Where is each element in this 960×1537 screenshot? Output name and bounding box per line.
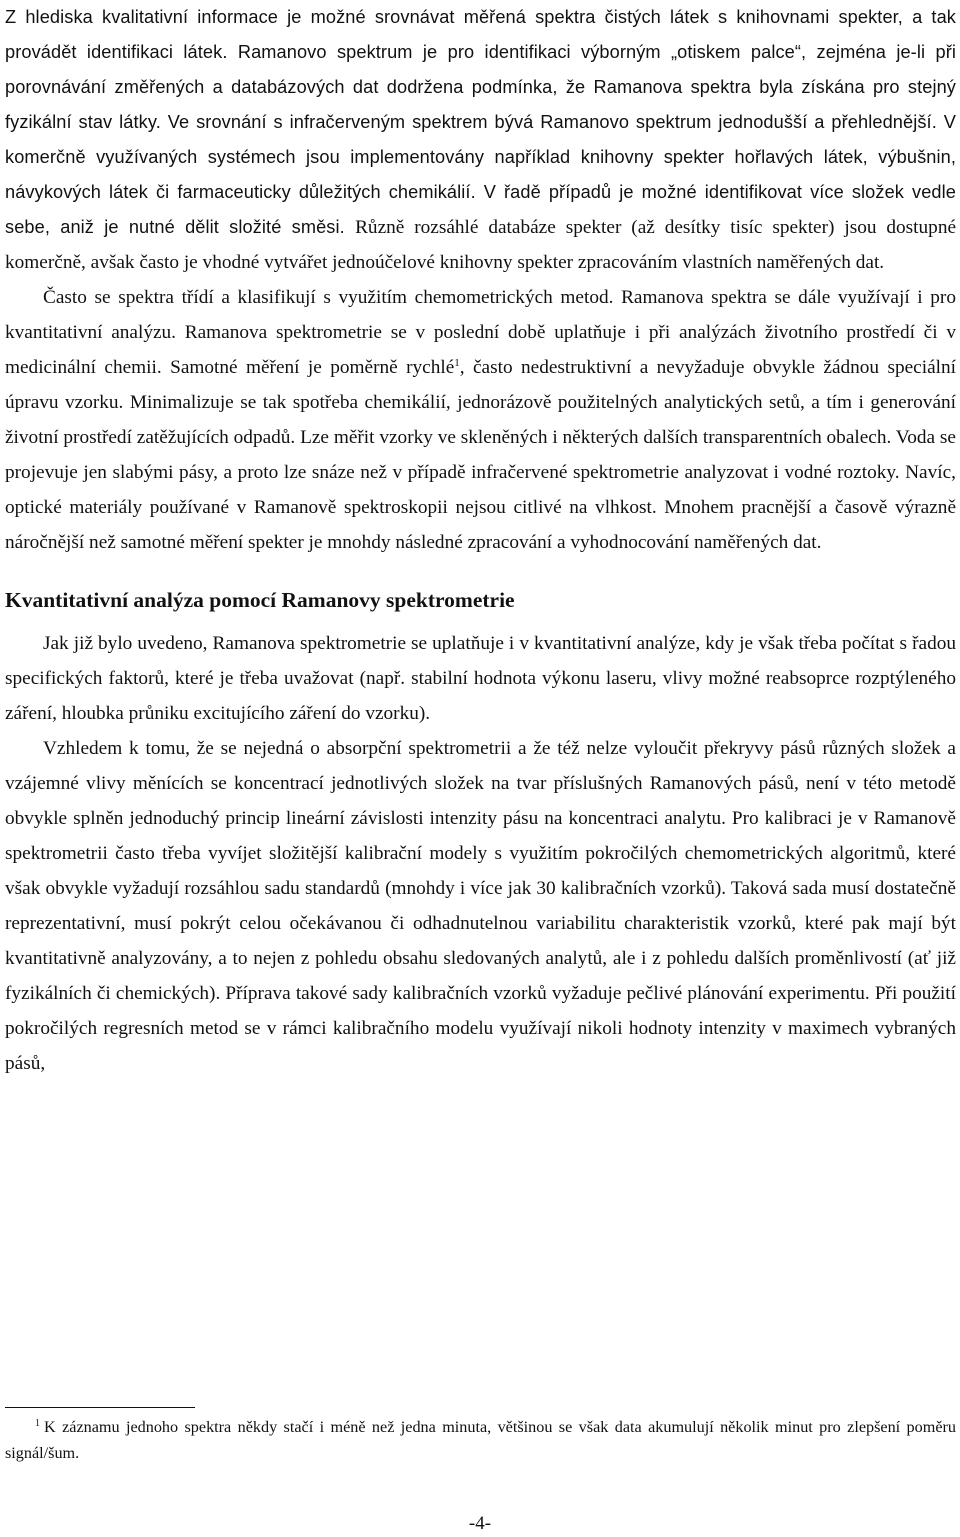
footnote-separator [5,1407,195,1408]
footnote-text: K záznamu jednoho spektra někdy stačí i méně než jedna minuta, většinou se však data akumulují několik minut pro zlepšení poměru signál/šum. [5,1418,956,1462]
paragraph-classification [5,280,956,560]
paragraph-classification-text: Často se spektra třídí a klasifikují s využitím chemometrických metod. Ramanova spektra se dále využívají i pro kvantitativní analýzu. Ramanova spektrometrie se v poslední době uplatňuje i při analýzách životního prostředí či v medicinální chemii. Samotné měření je poměrně rychlé [5,287,956,378]
paragraph-identification-text: Z hlediska kvalitativní informace je možné srovnávat měřená spektra čistých látek s knihovnami spekter, a tak provádět identifikaci látek. Ramanovo spektrum je pro identifikaci výborným „otiskem palce“, zejména je-li při porovnávání změřených a databázových dat dodržena podmínka, že Ramanova spektra byla získána pro stejný fyzikální stav látky. Ve srovnání s infračerveným spektrem bývá Ramanovo spektrum jednodušší a přehlednější. V komerčně využívaných systémech jsou implementovány například knihovny spekter hořlavých látek, výbušnin, návykových látek či farmaceuticky důležitých chemikálií. V řadě případů je možné identifikovat více složek vedle sebe, aniž je nutné dělit složité směsi. [5,7,956,237]
paragraph-calibration: Vzhledem k tomu, že se nejedná o absorpční spektrometrii a že též nelze vyloučit překryvy pásů různých složek a vzájemné vlivy měnících se koncentrací jednotlivých složek na tvar příslušných Ramanových pásů, není v této metodě obvykle splněn jednoduchý princip lineární závislosti intenzity pásu na koncentraci analytu. Pro kalibraci je v Ramanově spektrometrii často třeba vyvíjet složitější kalibrační modely s využitím pokročilých chemometrických algoritmů, které však obvykle vyžadují rozsáhlou sadu standardů (mnohdy i více jak 30 kalibračních vzorků). Taková sada musí dostatečně reprezentativní, musí pokrýt celou očekávanou či odhadnutelnou variabilitu charakteristik vzorků, které pak mají být kvantitativně analyzovány, a to nejen z pohledu obsahu sledovaných analytů, ale i z pohledu dalších proměnlivostí (ať již fyzikálních či chemických). Příprava takové sady kalibračních vzorků vyžaduje pečlivé plánování experimentu. Při použití pokročilých regresních metod se v rámci kalibračního modelu využívají nikoli hodnoty intenzity v maximech vybraných pásů, [5,738,956,1074]
footnote [5,1414,956,1466]
page-number: -4- [468,1513,492,1534]
paragraph-quantitative-intro: Jak již bylo uvedeno, Ramanova spektrometrie se uplatňuje i v kvantitativní analýze, kdy je však třeba počítat s řadou specifických faktorů, které je třeba uvažovat (např. stabilní hodnota výkonu laseru, vlivy možné reabsoprce rozptýleného záření, hloubka průniku excitujícího záření do vzorku). [5,633,956,724]
footnote-reference[interactable]: 1 [454,357,460,369]
paragraph-identification [5,0,956,280]
paragraph-databases-text: Různě rozsáhlé databáze spekter (až desítky tisíc spekter) jsou dostupné komerčně, avšak často je vhodné vytvářet jednoúčelové knihovny spekter zpracováním vlastních naměřených dat. [5,217,957,273]
document-page [5,0,956,1081]
paragraph-classification-text-continued: , často nedestruktivní a nevyžaduje obvykle žádnou speciální úpravu vzorku. Minimalizuje se tak spotřeba chemikálií, jednorázově použitelných analytických setů, a tím i generování životní prostředí zatěžujících odpadů. Lze měřit vzorky ve skleněných i některých dalších transparentních obalech. Voda se projevuje jen slabými pásy, a proto lze snáze než v případě infračervené spektrometrie analyzovat i vodné roztoky. Navíc, optické materiály používané v Ramanově spektroskopii nejsou citlivé na vlhkost. Mnohem pracnější a časově výrazně náročnější než samotné měření spekter je mnohdy následné zpracování a vyhodnocování naměřených dat. [5,357,956,553]
footnote-number: 1 [35,1418,40,1429]
section-heading: Kvantitativní analýza pomocí Ramanovy spektrometrie [5,588,515,612]
